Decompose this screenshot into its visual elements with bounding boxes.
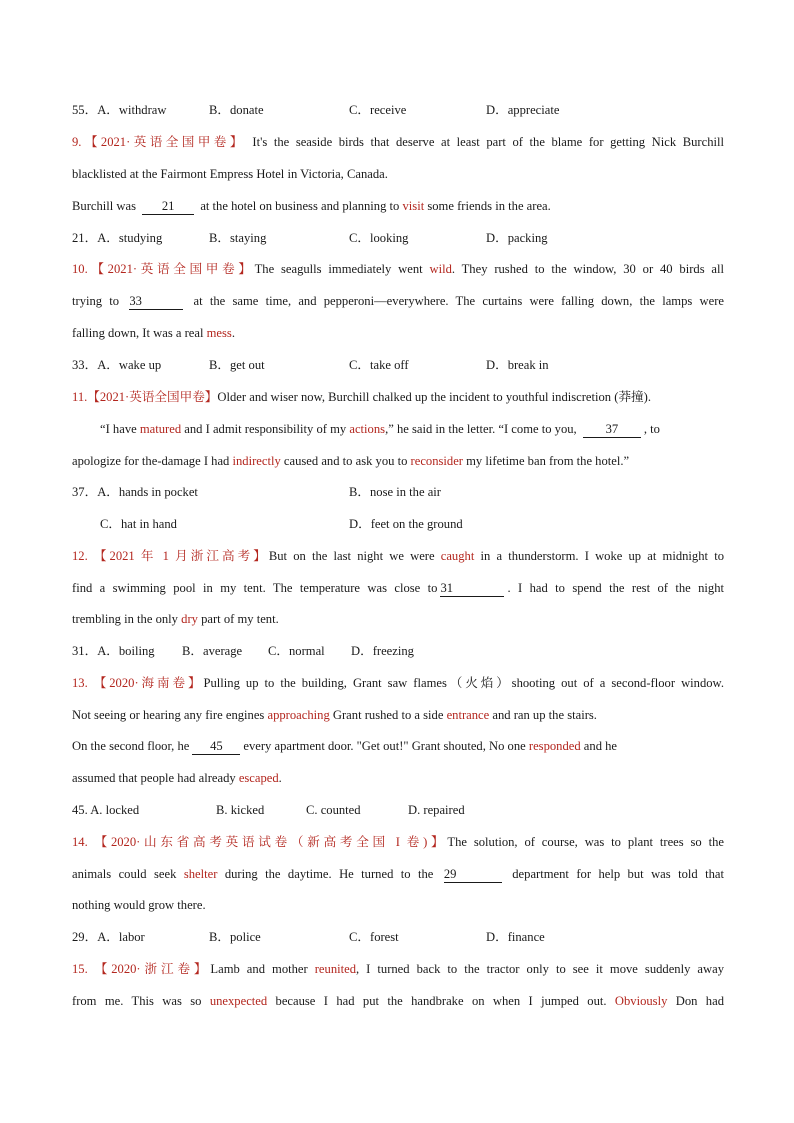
p13-text: Not seeing or hearing any fire engines bbox=[72, 708, 268, 722]
q45-option-b: B. kicked bbox=[216, 803, 265, 817]
q33-number: 33． bbox=[72, 358, 98, 372]
p11-text: apologize for the-damage I had bbox=[72, 454, 233, 468]
highlight-word: responded bbox=[528, 739, 581, 753]
p12-line-2 bbox=[72, 577, 724, 599]
p11-text: my lifetime ban from the hotel.” bbox=[462, 454, 630, 468]
highlight-word: wild bbox=[429, 262, 452, 276]
p9-line-2 bbox=[72, 163, 724, 185]
p14-text: during the daytime. He turned to the bbox=[217, 867, 441, 881]
q45-option-a: A. locked bbox=[90, 803, 140, 817]
p13-text: Grant rushed to a side bbox=[329, 708, 447, 722]
q45-option-c: C. counted bbox=[306, 803, 361, 817]
q21-options bbox=[72, 227, 724, 249]
q31-options bbox=[72, 640, 724, 662]
p15-text: Lamb and mother bbox=[210, 962, 315, 976]
q31-option-c: C．normal bbox=[268, 644, 325, 658]
highlight-word: reunited bbox=[314, 962, 356, 976]
p14-text: The solution, of course, was to plant trees so the bbox=[447, 835, 724, 849]
p9-line-1 bbox=[72, 131, 724, 153]
p11-text: , to bbox=[643, 422, 660, 436]
p10-text: . They rushed to the window, 30 or 40 birds all bbox=[451, 262, 725, 276]
p10-line-1 bbox=[72, 258, 724, 280]
p14-line-2 bbox=[72, 863, 724, 885]
p15-source-label: 15. 【2020·浙江卷】 bbox=[72, 962, 211, 976]
blank-37: 37 bbox=[583, 422, 641, 438]
p10-text: . bbox=[231, 326, 235, 340]
p10-line-3 bbox=[72, 322, 724, 344]
p9-text: at the hotel on business and planning to bbox=[197, 199, 403, 213]
p12-text: trembling in the only bbox=[72, 612, 182, 626]
highlight-word: indirectly bbox=[232, 454, 281, 468]
p13-line-1 bbox=[72, 672, 724, 694]
q55-option-a: A．withdraw bbox=[97, 103, 167, 117]
q31-option-b: B．average bbox=[182, 644, 243, 658]
p15-text: because I had put the handbrake on when I jumped out. bbox=[267, 994, 615, 1008]
q21-number: 21． bbox=[72, 231, 98, 245]
highlight-word: matured bbox=[139, 422, 182, 436]
q21-option-b: B．staying bbox=[209, 231, 267, 245]
p11-text: caused and to ask you to bbox=[280, 454, 411, 468]
q31-option-d: D．freezing bbox=[351, 644, 414, 658]
q55-option-b: B．donate bbox=[209, 103, 264, 117]
blank-45: 45 bbox=[192, 739, 240, 755]
p11-text: ,” he said in the letter. “I come to you, bbox=[385, 422, 580, 436]
q29-option-d: D．finance bbox=[486, 930, 545, 944]
blank-31: 31 bbox=[440, 581, 504, 597]
p14-text: department for help but was told that bbox=[504, 867, 724, 881]
highlight-word: mess bbox=[206, 326, 232, 340]
q45-option-d: D. repaired bbox=[408, 803, 465, 817]
blank-21: 21 bbox=[142, 199, 194, 215]
p14-text: animals could seek bbox=[72, 867, 184, 881]
p11-line-2 bbox=[100, 418, 724, 440]
p11-source-label: 11.【2021·英语全国甲卷】 bbox=[72, 390, 218, 404]
q29-option-c: C．forest bbox=[349, 930, 399, 944]
q33-option-d: D．break in bbox=[486, 358, 549, 372]
p13-text: assumed that people had already bbox=[72, 771, 239, 785]
p9-line-3 bbox=[72, 195, 724, 217]
highlight-word: entrance bbox=[446, 708, 490, 722]
p13-source-label: 13. 【2020·海南卷】 bbox=[72, 676, 204, 690]
p10-text: trying to bbox=[72, 294, 127, 308]
q33-option-c: C．take off bbox=[349, 358, 409, 372]
p12-line-1 bbox=[72, 545, 724, 567]
q29-options bbox=[72, 926, 724, 948]
q29-number: 29． bbox=[72, 930, 98, 944]
highlight-word: shelter bbox=[183, 867, 218, 881]
p14-source-label: 14. 【2020·山东省高考英语试卷（新高考全国 I 卷)】 bbox=[72, 835, 448, 849]
q29-option-b: B．police bbox=[209, 930, 261, 944]
q37-options-row-1 bbox=[72, 481, 724, 503]
q45-options bbox=[72, 799, 724, 821]
highlight-word: approaching bbox=[267, 708, 330, 722]
highlight-word: Obviously bbox=[614, 994, 668, 1008]
q31-number: 31． bbox=[72, 644, 98, 658]
q33-option-a: A．wake up bbox=[97, 358, 162, 372]
q21-option-a: A．studying bbox=[97, 231, 163, 245]
highlight-word: dry bbox=[181, 612, 198, 626]
highlight-word: reconsider bbox=[410, 454, 463, 468]
p14-line-3 bbox=[72, 894, 724, 916]
q21-option-d: D．packing bbox=[486, 231, 548, 245]
p12-source-label: 12. 【2021 年 1 月浙江高考】 bbox=[72, 549, 269, 563]
p10-line-2 bbox=[72, 290, 724, 312]
q29-option-a: A．labor bbox=[97, 930, 145, 944]
p14-text: nothing would grow there. bbox=[72, 898, 206, 912]
q37-options-row-2 bbox=[72, 513, 724, 535]
p9-text: Burchill was bbox=[72, 199, 140, 213]
highlight-word: actions bbox=[349, 422, 386, 436]
p14-line-1 bbox=[72, 831, 724, 853]
p13-text: and ran up the stairs. bbox=[489, 708, 597, 722]
p13-line-2 bbox=[72, 704, 724, 726]
p15-text: Don had bbox=[667, 994, 724, 1008]
p13-text: every apartment door. "Get out!" Grant shouted, No one bbox=[243, 739, 529, 753]
highlight-word: escaped bbox=[238, 771, 279, 785]
p10-text: at the same time, and pepperoni—everywhere. The curtains were falling down, the lamps were bbox=[186, 294, 724, 308]
p13-line-3 bbox=[72, 735, 724, 757]
highlight-word: unexpected bbox=[209, 994, 268, 1008]
q55-number: 55． bbox=[72, 103, 98, 117]
p11-text: “I have bbox=[100, 422, 140, 436]
highlight-word: visit bbox=[402, 199, 425, 213]
p13-text: and he bbox=[580, 739, 618, 753]
q37-number: 37． bbox=[72, 485, 98, 499]
blank-33: 33 bbox=[129, 294, 183, 310]
p11-text: and I admit responsibility of my bbox=[181, 422, 350, 436]
q31-option-a: A．boiling bbox=[97, 644, 155, 658]
p9-text: blacklisted at the Fairmont Empress Hotel in Victoria, Canada. bbox=[72, 167, 388, 181]
p15-text: from me. This was so bbox=[72, 994, 210, 1008]
p12-text: in a thunderstorm. I woke up at midnight to bbox=[474, 549, 724, 563]
p12-line-3 bbox=[72, 608, 724, 630]
p15-text: , I turned back to the tractor only to see it move suddenly away bbox=[356, 962, 724, 976]
q37-option-c: C．hat in hand bbox=[100, 517, 177, 531]
highlight-word: caught bbox=[440, 549, 475, 563]
q33-option-b: B．get out bbox=[209, 358, 265, 372]
q55-option-c: C．receive bbox=[349, 103, 407, 117]
p9-source-label: 9.【2021·英语全国甲卷】 bbox=[72, 135, 246, 149]
q37-option-d: D．feet on the ground bbox=[349, 517, 463, 531]
q37-option-b: B．nose in the air bbox=[349, 485, 441, 499]
p12-text: . I had to spend the rest of the night bbox=[507, 581, 725, 595]
blank-29: 29 bbox=[444, 867, 502, 883]
q55-option-d: D．appreciate bbox=[486, 103, 560, 117]
p13-text: . bbox=[278, 771, 282, 785]
p12-text: find a swimming pool in my tent. The temperature was close to bbox=[72, 581, 438, 595]
p9-text: some friends in the area. bbox=[424, 199, 551, 213]
q45-number: 45. bbox=[72, 803, 91, 817]
q33-options bbox=[72, 354, 724, 376]
p11-line-3 bbox=[72, 450, 724, 472]
p15-line-2 bbox=[72, 990, 724, 1012]
p11-text: Older and wiser now, Burchill chalked up the incident to youthful indiscretion (莽撞). bbox=[217, 390, 651, 404]
p13-text: Pulling up to the building, Grant saw flames（火焰）shooting out of a second-floor window. bbox=[203, 676, 724, 690]
q55-options bbox=[72, 99, 724, 121]
p15-line-1 bbox=[72, 958, 724, 980]
p12-text: But on the last night we were bbox=[268, 549, 441, 563]
p10-text: The seagulls immediately went bbox=[254, 262, 430, 276]
p10-text: falling down, It was a real bbox=[72, 326, 207, 340]
p9-text: It's the seaside birds that deserve at least part of the blame for getting Nick Burchill bbox=[245, 135, 724, 149]
q37-option-a: A．hands in pocket bbox=[97, 485, 198, 499]
p10-source-label: 10.【2021·英语全国甲卷】 bbox=[72, 262, 255, 276]
p13-text: On the second floor, he bbox=[72, 739, 190, 753]
p11-line-1 bbox=[72, 386, 724, 408]
q21-option-c: C．looking bbox=[349, 231, 409, 245]
p13-line-4 bbox=[72, 767, 724, 789]
p12-text: part of my tent. bbox=[197, 612, 279, 626]
